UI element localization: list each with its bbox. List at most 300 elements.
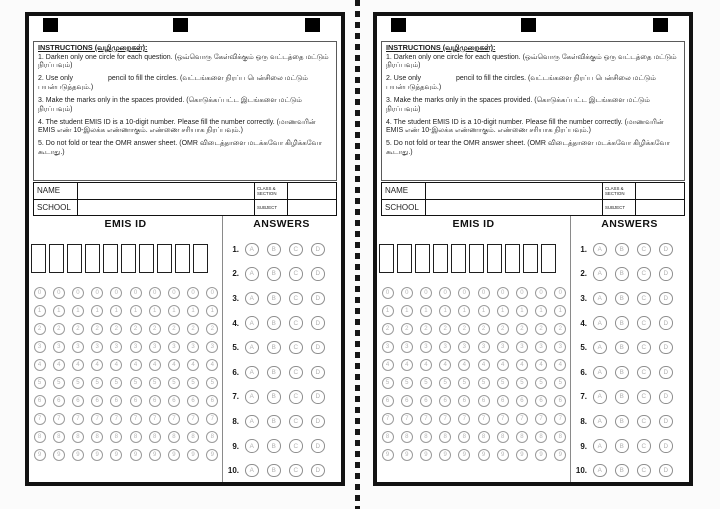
emis-bubble[interactable]: 2	[497, 323, 509, 335]
answer-bubble[interactable]: B	[615, 415, 629, 429]
emis-bubble[interactable]: 1	[91, 305, 103, 317]
emis-bubble[interactable]: 3	[420, 341, 432, 353]
answer-bubble[interactable]: C	[289, 267, 303, 281]
answer-bubble[interactable]: B	[615, 267, 629, 281]
emis-digit-box[interactable]	[541, 244, 556, 273]
emis-digit-box[interactable]	[175, 244, 190, 273]
emis-bubble[interactable]: 6	[130, 395, 142, 407]
emis-bubble[interactable]: 6	[206, 395, 218, 407]
emis-bubble[interactable]: 4	[478, 359, 490, 371]
answer-bubble[interactable]: C	[289, 316, 303, 330]
emis-bubble[interactable]: 1	[420, 305, 432, 317]
emis-bubble[interactable]: 6	[168, 395, 180, 407]
emis-bubble[interactable]: 7	[420, 413, 432, 425]
emis-bubble[interactable]: 3	[516, 341, 528, 353]
emis-bubble[interactable]: 9	[478, 449, 490, 461]
answer-bubble[interactable]: C	[289, 243, 303, 257]
emis-bubble[interactable]: 9	[72, 449, 84, 461]
answer-bubble[interactable]: D	[659, 267, 673, 281]
answer-bubble[interactable]: C	[637, 464, 651, 478]
answer-bubble[interactable]: C	[289, 464, 303, 478]
emis-bubble[interactable]: 6	[382, 395, 394, 407]
emis-bubble[interactable]: 0	[110, 287, 122, 299]
answer-bubble[interactable]: A	[245, 439, 259, 453]
emis-bubble[interactable]: 6	[187, 395, 199, 407]
emis-bubble[interactable]: 4	[149, 359, 161, 371]
emis-bubble[interactable]: 2	[130, 323, 142, 335]
emis-digit-box[interactable]	[451, 244, 466, 273]
emis-bubble[interactable]: 9	[401, 449, 413, 461]
answer-bubble[interactable]: B	[267, 366, 281, 380]
emis-bubble[interactable]: 8	[382, 431, 394, 443]
answer-bubble[interactable]: C	[289, 292, 303, 306]
class-section-field[interactable]	[636, 183, 684, 199]
emis-bubble[interactable]: 8	[110, 431, 122, 443]
emis-digit-box[interactable]	[121, 244, 136, 273]
emis-bubble[interactable]: 0	[168, 287, 180, 299]
emis-bubble[interactable]: 6	[497, 395, 509, 407]
emis-bubble[interactable]: 8	[439, 431, 451, 443]
emis-bubble[interactable]: 7	[130, 413, 142, 425]
emis-bubble[interactable]: 3	[91, 341, 103, 353]
answer-bubble[interactable]: D	[311, 267, 325, 281]
emis-bubble[interactable]: 5	[72, 377, 84, 389]
emis-bubble[interactable]: 3	[168, 341, 180, 353]
answer-bubble[interactable]: D	[659, 464, 673, 478]
answer-bubble[interactable]: A	[245, 316, 259, 330]
answer-bubble[interactable]: D	[659, 439, 673, 453]
emis-bubble[interactable]: 8	[149, 431, 161, 443]
answer-bubble[interactable]: A	[593, 292, 607, 306]
answer-bubble[interactable]: A	[593, 243, 607, 257]
emis-bubble[interactable]: 9	[206, 449, 218, 461]
emis-bubble[interactable]: 5	[130, 377, 142, 389]
emis-bubble[interactable]: 8	[72, 431, 84, 443]
class-section-field[interactable]	[288, 183, 336, 199]
emis-bubble[interactable]: 3	[478, 341, 490, 353]
emis-digit-box[interactable]	[85, 244, 100, 273]
emis-bubble[interactable]: 1	[554, 305, 566, 317]
emis-digit-box[interactable]	[31, 244, 46, 273]
emis-bubble[interactable]: 2	[382, 323, 394, 335]
emis-bubble[interactable]: 9	[91, 449, 103, 461]
emis-bubble[interactable]: 0	[401, 287, 413, 299]
emis-bubble[interactable]: 2	[91, 323, 103, 335]
emis-bubble[interactable]: 9	[149, 449, 161, 461]
answer-bubble[interactable]: A	[245, 464, 259, 478]
emis-bubble[interactable]: 6	[401, 395, 413, 407]
answer-bubble[interactable]: B	[267, 341, 281, 355]
emis-bubble[interactable]: 6	[34, 395, 46, 407]
emis-bubble[interactable]: 3	[497, 341, 509, 353]
emis-bubble[interactable]: 7	[497, 413, 509, 425]
answer-bubble[interactable]: D	[311, 341, 325, 355]
answer-bubble[interactable]: A	[245, 390, 259, 404]
emis-bubble[interactable]: 1	[478, 305, 490, 317]
emis-bubble[interactable]: 9	[130, 449, 142, 461]
emis-bubble[interactable]: 4	[206, 359, 218, 371]
emis-bubble[interactable]: 0	[382, 287, 394, 299]
emis-bubble[interactable]: 4	[110, 359, 122, 371]
answer-bubble[interactable]: B	[615, 243, 629, 257]
emis-bubble[interactable]: 5	[535, 377, 547, 389]
answer-bubble[interactable]: A	[593, 439, 607, 453]
emis-bubble[interactable]: 5	[401, 377, 413, 389]
emis-bubble[interactable]: 9	[439, 449, 451, 461]
answer-bubble[interactable]: D	[659, 390, 673, 404]
answer-bubble[interactable]: C	[289, 439, 303, 453]
emis-bubble[interactable]: 5	[458, 377, 470, 389]
emis-bubble[interactable]: 6	[420, 395, 432, 407]
emis-bubble[interactable]: 0	[206, 287, 218, 299]
emis-bubble[interactable]: 4	[130, 359, 142, 371]
emis-bubble[interactable]: 0	[535, 287, 547, 299]
emis-bubble[interactable]: 1	[206, 305, 218, 317]
emis-digit-box[interactable]	[103, 244, 118, 273]
emis-digit-box[interactable]	[193, 244, 208, 273]
emis-bubble[interactable]: 6	[439, 395, 451, 407]
emis-bubble[interactable]: 3	[382, 341, 394, 353]
answer-bubble[interactable]: C	[637, 267, 651, 281]
emis-bubble[interactable]: 7	[168, 413, 180, 425]
emis-bubble[interactable]: 6	[72, 395, 84, 407]
emis-bubble[interactable]: 1	[401, 305, 413, 317]
emis-bubble[interactable]: 9	[516, 449, 528, 461]
emis-bubble[interactable]: 7	[206, 413, 218, 425]
emis-bubble[interactable]: 4	[439, 359, 451, 371]
emis-bubble[interactable]: 3	[149, 341, 161, 353]
answer-bubble[interactable]: C	[289, 415, 303, 429]
name-field[interactable]	[426, 183, 603, 199]
emis-bubble[interactable]: 8	[206, 431, 218, 443]
emis-bubble[interactable]: 9	[110, 449, 122, 461]
emis-bubble[interactable]: 6	[149, 395, 161, 407]
emis-bubble[interactable]: 2	[516, 323, 528, 335]
emis-bubble[interactable]: 6	[554, 395, 566, 407]
emis-bubble[interactable]: 3	[535, 341, 547, 353]
emis-bubble[interactable]: 5	[110, 377, 122, 389]
emis-bubble[interactable]: 2	[401, 323, 413, 335]
emis-bubble[interactable]: 7	[382, 413, 394, 425]
answer-bubble[interactable]: C	[637, 341, 651, 355]
emis-bubble[interactable]: 3	[401, 341, 413, 353]
answer-bubble[interactable]: B	[267, 243, 281, 257]
emis-bubble[interactable]: 7	[53, 413, 65, 425]
answer-bubble[interactable]: D	[659, 243, 673, 257]
emis-bubble[interactable]: 9	[53, 449, 65, 461]
emis-bubble[interactable]: 3	[110, 341, 122, 353]
emis-bubble[interactable]: 2	[149, 323, 161, 335]
emis-bubble[interactable]: 8	[516, 431, 528, 443]
answer-bubble[interactable]: A	[245, 292, 259, 306]
emis-bubble[interactable]: 7	[554, 413, 566, 425]
answer-bubble[interactable]: A	[245, 267, 259, 281]
emis-bubble[interactable]: 3	[458, 341, 470, 353]
emis-bubble[interactable]: 9	[497, 449, 509, 461]
answer-bubble[interactable]: B	[615, 316, 629, 330]
emis-bubble[interactable]: 4	[401, 359, 413, 371]
emis-bubble[interactable]: 1	[458, 305, 470, 317]
answer-bubble[interactable]: B	[615, 439, 629, 453]
emis-bubble[interactable]: 3	[34, 341, 46, 353]
answer-bubble[interactable]: C	[637, 366, 651, 380]
emis-bubble[interactable]: 5	[382, 377, 394, 389]
emis-bubble[interactable]: 9	[458, 449, 470, 461]
emis-bubble[interactable]: 8	[34, 431, 46, 443]
answer-bubble[interactable]: D	[311, 316, 325, 330]
emis-bubble[interactable]: 5	[497, 377, 509, 389]
emis-bubble[interactable]: 0	[554, 287, 566, 299]
emis-digit-box[interactable]	[397, 244, 412, 273]
emis-bubble[interactable]: 7	[535, 413, 547, 425]
answer-bubble[interactable]: B	[267, 415, 281, 429]
answer-bubble[interactable]: B	[267, 267, 281, 281]
answer-bubble[interactable]: B	[615, 292, 629, 306]
emis-bubble[interactable]: 8	[53, 431, 65, 443]
emis-bubble[interactable]: 7	[72, 413, 84, 425]
emis-digit-box[interactable]	[67, 244, 82, 273]
answer-bubble[interactable]: D	[311, 243, 325, 257]
emis-bubble[interactable]: 4	[554, 359, 566, 371]
emis-bubble[interactable]: 8	[554, 431, 566, 443]
emis-bubble[interactable]: 5	[91, 377, 103, 389]
emis-bubble[interactable]: 6	[535, 395, 547, 407]
emis-bubble[interactable]: 7	[401, 413, 413, 425]
emis-bubble[interactable]: 7	[458, 413, 470, 425]
emis-bubble[interactable]: 8	[458, 431, 470, 443]
answer-bubble[interactable]: C	[289, 390, 303, 404]
answer-bubble[interactable]: D	[659, 415, 673, 429]
answer-bubble[interactable]: B	[267, 464, 281, 478]
answer-bubble[interactable]: A	[593, 341, 607, 355]
emis-bubble[interactable]: 0	[439, 287, 451, 299]
emis-bubble[interactable]: 0	[420, 287, 432, 299]
emis-bubble[interactable]: 6	[516, 395, 528, 407]
emis-bubble[interactable]: 4	[72, 359, 84, 371]
emis-bubble[interactable]: 5	[554, 377, 566, 389]
emis-bubble[interactable]: 0	[458, 287, 470, 299]
answer-bubble[interactable]: D	[659, 366, 673, 380]
emis-bubble[interactable]: 2	[72, 323, 84, 335]
emis-bubble[interactable]: 8	[130, 431, 142, 443]
emis-bubble[interactable]: 1	[535, 305, 547, 317]
emis-bubble[interactable]: 5	[206, 377, 218, 389]
emis-bubble[interactable]: 8	[401, 431, 413, 443]
emis-digit-box[interactable]	[469, 244, 484, 273]
emis-bubble[interactable]: 9	[187, 449, 199, 461]
answer-bubble[interactable]: C	[637, 316, 651, 330]
emis-bubble[interactable]: 7	[91, 413, 103, 425]
answer-bubble[interactable]: A	[245, 415, 259, 429]
answer-bubble[interactable]: D	[659, 341, 673, 355]
emis-bubble[interactable]: 8	[535, 431, 547, 443]
emis-bubble[interactable]: 9	[168, 449, 180, 461]
emis-bubble[interactable]: 5	[516, 377, 528, 389]
emis-bubble[interactable]: 2	[420, 323, 432, 335]
answer-bubble[interactable]: C	[637, 415, 651, 429]
answer-bubble[interactable]: A	[593, 390, 607, 404]
emis-digit-box[interactable]	[433, 244, 448, 273]
emis-bubble[interactable]: 1	[516, 305, 528, 317]
emis-bubble[interactable]: 9	[535, 449, 547, 461]
emis-bubble[interactable]: 2	[206, 323, 218, 335]
answer-bubble[interactable]: A	[593, 366, 607, 380]
emis-bubble[interactable]: 6	[53, 395, 65, 407]
emis-bubble[interactable]: 0	[516, 287, 528, 299]
emis-bubble[interactable]: 2	[168, 323, 180, 335]
emis-bubble[interactable]: 9	[420, 449, 432, 461]
answer-bubble[interactable]: A	[593, 464, 607, 478]
emis-bubble[interactable]: 0	[72, 287, 84, 299]
emis-bubble[interactable]: 3	[53, 341, 65, 353]
emis-bubble[interactable]: 4	[535, 359, 547, 371]
answer-bubble[interactable]: A	[593, 316, 607, 330]
answer-bubble[interactable]: D	[311, 415, 325, 429]
emis-bubble[interactable]: 2	[110, 323, 122, 335]
emis-bubble[interactable]: 4	[187, 359, 199, 371]
emis-bubble[interactable]: 0	[130, 287, 142, 299]
emis-digit-box[interactable]	[523, 244, 538, 273]
emis-bubble[interactable]: 2	[478, 323, 490, 335]
answer-bubble[interactable]: D	[659, 292, 673, 306]
answer-bubble[interactable]: D	[311, 366, 325, 380]
emis-bubble[interactable]: 8	[420, 431, 432, 443]
answer-bubble[interactable]: C	[637, 390, 651, 404]
emis-bubble[interactable]: 3	[554, 341, 566, 353]
answer-bubble[interactable]: A	[593, 267, 607, 281]
emis-bubble[interactable]: 6	[91, 395, 103, 407]
emis-bubble[interactable]: 1	[130, 305, 142, 317]
answer-bubble[interactable]: C	[289, 341, 303, 355]
emis-bubble[interactable]: 7	[478, 413, 490, 425]
emis-bubble[interactable]: 1	[168, 305, 180, 317]
subject-field[interactable]	[636, 200, 684, 216]
school-field[interactable]	[78, 200, 255, 216]
emis-bubble[interactable]: 9	[554, 449, 566, 461]
emis-bubble[interactable]: 3	[130, 341, 142, 353]
emis-bubble[interactable]: 3	[72, 341, 84, 353]
emis-bubble[interactable]: 2	[34, 323, 46, 335]
emis-bubble[interactable]: 1	[497, 305, 509, 317]
emis-bubble[interactable]: 7	[516, 413, 528, 425]
emis-bubble[interactable]: 2	[187, 323, 199, 335]
emis-bubble[interactable]: 5	[187, 377, 199, 389]
answer-bubble[interactable]: B	[615, 366, 629, 380]
emis-bubble[interactable]: 2	[439, 323, 451, 335]
emis-bubble[interactable]: 0	[34, 287, 46, 299]
emis-bubble[interactable]: 2	[53, 323, 65, 335]
emis-bubble[interactable]: 2	[554, 323, 566, 335]
emis-bubble[interactable]: 8	[91, 431, 103, 443]
emis-bubble[interactable]: 3	[206, 341, 218, 353]
emis-bubble[interactable]: 5	[439, 377, 451, 389]
answer-bubble[interactable]: B	[615, 464, 629, 478]
emis-bubble[interactable]: 4	[168, 359, 180, 371]
emis-bubble[interactable]: 4	[458, 359, 470, 371]
emis-bubble[interactable]: 4	[53, 359, 65, 371]
emis-bubble[interactable]: 0	[91, 287, 103, 299]
emis-bubble[interactable]: 5	[53, 377, 65, 389]
emis-bubble[interactable]: 7	[149, 413, 161, 425]
emis-bubble[interactable]: 8	[187, 431, 199, 443]
emis-bubble[interactable]: 7	[34, 413, 46, 425]
emis-bubble[interactable]: 4	[420, 359, 432, 371]
emis-bubble[interactable]: 2	[458, 323, 470, 335]
emis-bubble[interactable]: 7	[187, 413, 199, 425]
emis-bubble[interactable]: 1	[72, 305, 84, 317]
emis-bubble[interactable]: 0	[497, 287, 509, 299]
answer-bubble[interactable]: A	[245, 366, 259, 380]
emis-bubble[interactable]: 6	[458, 395, 470, 407]
answer-bubble[interactable]: B	[267, 390, 281, 404]
emis-bubble[interactable]: 0	[149, 287, 161, 299]
emis-bubble[interactable]: 8	[168, 431, 180, 443]
emis-digit-box[interactable]	[139, 244, 154, 273]
emis-bubble[interactable]: 1	[34, 305, 46, 317]
emis-bubble[interactable]: 4	[516, 359, 528, 371]
emis-bubble[interactable]: 5	[149, 377, 161, 389]
emis-digit-box[interactable]	[415, 244, 430, 273]
emis-bubble[interactable]: 2	[535, 323, 547, 335]
emis-digit-box[interactable]	[487, 244, 502, 273]
emis-bubble[interactable]: 7	[110, 413, 122, 425]
emis-digit-box[interactable]	[379, 244, 394, 273]
emis-bubble[interactable]: 5	[420, 377, 432, 389]
emis-digit-box[interactable]	[49, 244, 64, 273]
emis-bubble[interactable]: 0	[53, 287, 65, 299]
answer-bubble[interactable]: C	[637, 243, 651, 257]
emis-bubble[interactable]: 6	[110, 395, 122, 407]
answer-bubble[interactable]: B	[615, 390, 629, 404]
emis-bubble[interactable]: 4	[382, 359, 394, 371]
emis-bubble[interactable]: 3	[187, 341, 199, 353]
answer-bubble[interactable]: C	[637, 292, 651, 306]
emis-bubble[interactable]: 9	[34, 449, 46, 461]
emis-bubble[interactable]: 3	[439, 341, 451, 353]
answer-bubble[interactable]: D	[311, 390, 325, 404]
emis-bubble[interactable]: 7	[439, 413, 451, 425]
emis-bubble[interactable]: 1	[110, 305, 122, 317]
emis-bubble[interactable]: 4	[497, 359, 509, 371]
answer-bubble[interactable]: D	[311, 464, 325, 478]
emis-digit-box[interactable]	[505, 244, 520, 273]
emis-bubble[interactable]: 1	[187, 305, 199, 317]
emis-bubble[interactable]: 8	[478, 431, 490, 443]
answer-bubble[interactable]: A	[245, 243, 259, 257]
emis-bubble[interactable]: 4	[34, 359, 46, 371]
emis-bubble[interactable]: 4	[91, 359, 103, 371]
emis-bubble[interactable]: 8	[497, 431, 509, 443]
emis-bubble[interactable]: 5	[34, 377, 46, 389]
answer-bubble[interactable]: B	[267, 439, 281, 453]
emis-bubble[interactable]: 1	[382, 305, 394, 317]
emis-bubble[interactable]: 0	[478, 287, 490, 299]
answer-bubble[interactable]: B	[267, 316, 281, 330]
school-field[interactable]	[426, 200, 603, 216]
answer-bubble[interactable]: B	[615, 341, 629, 355]
answer-bubble[interactable]: B	[267, 292, 281, 306]
emis-bubble[interactable]: 0	[187, 287, 199, 299]
answer-bubble[interactable]: D	[659, 316, 673, 330]
emis-digit-box[interactable]	[157, 244, 172, 273]
emis-bubble[interactable]: 1	[53, 305, 65, 317]
answer-bubble[interactable]: C	[289, 366, 303, 380]
emis-bubble[interactable]: 5	[478, 377, 490, 389]
answer-bubble[interactable]: A	[245, 341, 259, 355]
answer-bubble[interactable]: D	[311, 292, 325, 306]
emis-bubble[interactable]: 1	[149, 305, 161, 317]
emis-bubble[interactable]: 1	[439, 305, 451, 317]
